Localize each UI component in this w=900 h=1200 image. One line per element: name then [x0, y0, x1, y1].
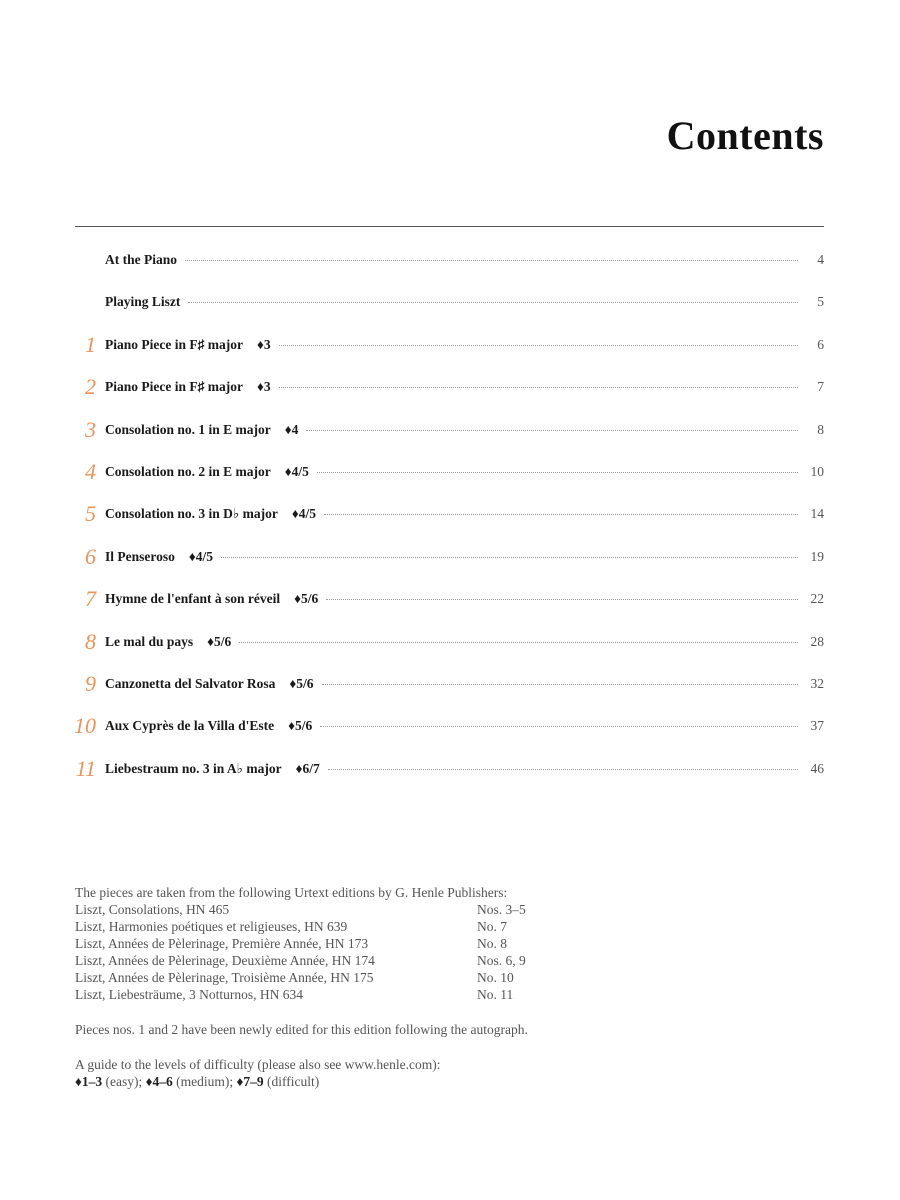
toc-entry-number: 10: [74, 713, 96, 739]
toc-entry-difficulty: ♦4/5: [291, 506, 317, 522]
toc-leader-dots: [279, 345, 798, 346]
page-title: Contents: [666, 113, 824, 158]
toc-entry-title: Canzonetta del Salvator Rosa: [105, 676, 276, 691]
toc-entry-title: Piano Piece in F♯ major: [105, 379, 243, 395]
toc-entry-number: 1: [85, 331, 96, 357]
toc-entry-difficulty: ♦4/5: [188, 548, 214, 564]
toc-entry-title: Il Penseroso: [105, 548, 175, 564]
difficulty-difficult-label: (difficult): [263, 1074, 320, 1089]
source-pieces: No. 11: [477, 987, 514, 1002]
toc-entry-page: 4: [817, 252, 824, 267]
source-entry: [75, 918, 835, 935]
source-edition: Liszt, Liebesträume, 3 Notturnos, HN 634: [75, 987, 303, 1002]
source-pieces: Nos. 6, 9: [477, 953, 526, 968]
source-pieces: Nos. 3–5: [477, 902, 526, 917]
toc-entry-title: Hymne de l'enfant à son réveil: [105, 591, 281, 607]
toc-entry: [0, 543, 900, 579]
toc-leader-dots: [188, 302, 798, 303]
toc-leader-dots: [317, 472, 798, 473]
toc-entry: [0, 713, 900, 748]
toc-entry-difficulty: ♦4: [284, 421, 299, 437]
toc-entry-title: Consolation no. 1 in E major: [105, 421, 271, 437]
difficulty-difficult-level: ♦7–9: [236, 1074, 264, 1089]
toc-entry-difficulty: ♦5/6: [289, 676, 314, 691]
source-edition: Liszt, Années de Pèlerinage, Première Année, HN 173: [75, 936, 369, 951]
toc-entry-page: 14: [810, 506, 824, 522]
toc-entry: [0, 586, 900, 621]
toc-entry-number: 5: [85, 501, 96, 527]
toc-entry-page: 22: [810, 591, 824, 607]
toc-entry-difficulty: ♦3: [256, 336, 271, 352]
toc-entry-title: At the Piano: [105, 252, 177, 267]
toc-entry: [0, 416, 900, 452]
toc-entry-page: 37: [810, 718, 824, 734]
toc-entry-title: Liebestraum no. 3 in A♭ major: [105, 760, 282, 776]
toc-entry: [0, 374, 900, 409]
toc-entry-difficulty: ♦6/7: [295, 760, 320, 776]
toc-leader-dots: [328, 769, 798, 770]
toc-leader-dots: [221, 557, 798, 558]
toc-entry-number: 8: [85, 628, 96, 654]
toc-entry-title: Playing Liszt: [105, 294, 181, 310]
toc-entry-page: 7: [817, 379, 824, 395]
source-pieces: No. 10: [477, 970, 514, 985]
toc-entry-number: 9: [85, 671, 96, 696]
toc-entry: [0, 294, 900, 324]
toc-entry-title: Aux Cyprès de la Villa d'Este: [105, 718, 275, 734]
toc-entry: [0, 671, 900, 706]
toc-entry-page: 10: [810, 464, 824, 479]
difficulty-guide: [75, 1073, 835, 1090]
source-pieces: No. 8: [477, 936, 507, 951]
toc-entry-difficulty: ♦5/6: [207, 633, 232, 649]
difficulty-easy-level: ♦1–3: [75, 1074, 103, 1089]
toc-entry-difficulty: ♦4/5: [284, 464, 309, 479]
toc-entry-difficulty: ♦5/6: [294, 591, 319, 607]
toc-entry-page: 28: [810, 633, 824, 649]
toc-entry-number: 2: [85, 374, 96, 400]
toc-entry-title: Consolation no. 3 in D♭ major: [105, 506, 278, 522]
toc-entry-title: Le mal du pays: [105, 633, 194, 649]
toc-entry-page: 19: [810, 548, 824, 564]
toc-leader-dots: [279, 387, 798, 388]
toc-entry-difficulty: ♦5/6: [288, 718, 313, 734]
sources-list: [75, 901, 835, 1003]
difficulty-easy-label: (easy);: [102, 1074, 146, 1089]
toc-entry-number: 4: [85, 459, 96, 484]
toc-entry: [0, 628, 900, 664]
toc-entry-title: Consolation no. 2 in E major: [105, 464, 271, 479]
toc-entry-number: 6: [85, 543, 96, 569]
toc-entry: [0, 252, 900, 282]
difficulty-medium-level: ♦4–6: [145, 1074, 173, 1089]
toc-entry: [0, 331, 900, 367]
toc-leader-dots: [306, 430, 798, 431]
source-edition: Liszt, Années de Pèlerinage, Troisième Année, HN 175: [75, 970, 374, 985]
difficulty-intro: A guide to the levels of difficulty (please also see www.henle.com):: [75, 1057, 441, 1072]
toc-entry-page: 8: [817, 421, 824, 437]
sources-intro: The pieces are taken from the following Urtext editions by G. Henle Publishers:: [75, 885, 508, 900]
toc-leader-dots: [239, 642, 798, 643]
source-entry: [75, 986, 835, 1003]
toc-entry-page: 6: [817, 336, 824, 352]
source-edition: Liszt, Harmonies poétiques et religieuses, HN 639: [75, 919, 348, 934]
source-entry: [75, 901, 835, 918]
toc-leader-dots: [320, 726, 798, 727]
toc-entry-difficulty: ♦3: [256, 379, 271, 395]
toc-entry-page: 32: [810, 676, 824, 691]
toc-entry-number: 7: [85, 586, 96, 612]
toc-entry-page: 5: [817, 294, 824, 310]
toc-leader-dots: [326, 599, 798, 600]
toc-entry: [0, 755, 900, 791]
notes-section: [75, 884, 835, 1090]
edition-note: Pieces nos. 1 and 2 have been newly edited for this edition following the autograph.: [75, 1022, 528, 1037]
difficulty-medium-label: (medium);: [172, 1074, 237, 1089]
source-entry: [75, 952, 835, 969]
toc-entry-number: 3: [85, 416, 96, 442]
source-entry: [75, 935, 835, 952]
toc-entry-page: 46: [810, 760, 824, 776]
toc-entry-title: Piano Piece in F♯ major: [105, 336, 243, 352]
source-edition: Liszt, Années de Pèlerinage, Deuxième Année, HN 174: [75, 953, 375, 968]
toc-entry-number: 11: [75, 755, 96, 781]
toc-leader-dots: [185, 260, 798, 261]
toc-entry: [0, 501, 900, 536]
toc-leader-dots: [322, 684, 798, 685]
top-rule: [75, 226, 824, 227]
source-pieces: No. 7: [477, 919, 507, 934]
toc-entry: [0, 459, 900, 494]
toc-leader-dots: [324, 514, 798, 515]
source-edition: Liszt, Consolations, HN 465: [75, 902, 230, 917]
source-entry: [75, 969, 835, 986]
